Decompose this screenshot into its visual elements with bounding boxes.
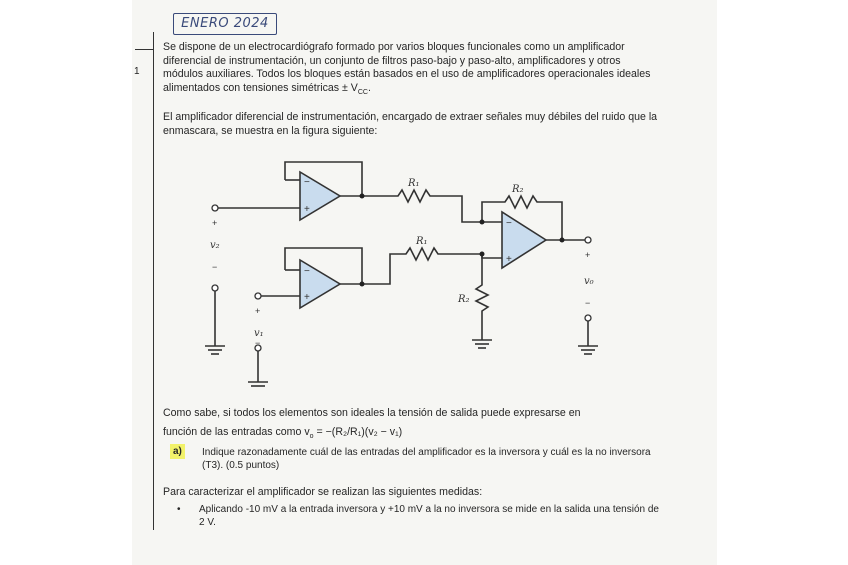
r1-top-label: R₁ — [408, 178, 420, 189]
svg-text:+: + — [304, 204, 310, 215]
svg-text:−: − — [304, 177, 310, 188]
instrumentation-amplifier-diagram — [190, 150, 610, 390]
measurement-bullet — [177, 503, 667, 529]
intro-paragraph-1 — [163, 41, 663, 99]
body-paragraph-3: Como sabe, si todos los elementos son ideales la tensión de salida puede expresarse en — [163, 407, 581, 419]
date-label: ENERO 2024 — [173, 13, 277, 35]
v1-plus: + — [255, 306, 261, 316]
svg-text:−: − — [506, 218, 512, 229]
body-paragraph-4: Para caracterizar el amplificador se realizan las siguientes medidas: — [163, 486, 483, 498]
v2-plus: + — [212, 218, 218, 228]
vo-plus: + — [585, 250, 591, 260]
margin-number: 1 — [134, 66, 140, 77]
r1-bottom-label: R₁ — [416, 236, 428, 247]
output-formula — [163, 425, 402, 444]
formula-rest: = −(R₂/R₁)(v₂ − v₁) — [313, 426, 403, 438]
formula-lead: función de las entradas como v — [163, 426, 310, 438]
question-text: Indique razonadamente cuál de las entradas del amplificador es la inversora y cuál es la no inversora (T3). (0.5 puntos) — [202, 447, 651, 471]
bullet-dot-icon: • — [177, 504, 181, 515]
intro-text: Se dispone de un electrocardiógrafo formado por varios bloques funcionales como un amplificador diferencial de instrumentación, un conjunto de filtros paso-bajo y paso-alto, amplificadores y otros módulos auxiliares. Todos los bloques están basados en el uso de amplificadores operacionales ideales alimentados con tensiones simétricas ± V — [163, 41, 651, 94]
r2-bottom-label: R₂ — [458, 294, 470, 305]
svg-text:+: + — [506, 254, 512, 265]
intro-end: . — [367, 81, 371, 94]
v1-minus: − — [255, 338, 261, 348]
margin-tick — [135, 49, 153, 50]
left-blank-area — [0, 0, 132, 565]
v2-minus: − — [212, 262, 218, 272]
vcc-subscript: CC — [357, 88, 368, 96]
margin-line — [153, 32, 154, 530]
vo-minus: − — [585, 298, 591, 308]
vo-label: v₀ — [584, 276, 594, 287]
r2-top-label: R₂ — [512, 184, 524, 195]
intro-paragraph-2: El amplificador diferencial de instrumentación, encargado de extraer señales muy débiles del ruido que la enmascara, se muestra en la figura siguiente: — [163, 111, 658, 137]
formula-lead-sub: o — [309, 433, 314, 441]
v2-label: v₂ — [210, 240, 220, 251]
v1-label: v₁ — [254, 328, 264, 339]
svg-text:−: − — [304, 266, 310, 277]
bullet-text: Aplicando -10 mV a la entrada inversora y +10 mV a la no inversora se mide en la salida una tensión de 2 V. — [199, 504, 659, 528]
svg-text:+: + — [304, 292, 310, 303]
question-a — [173, 446, 658, 472]
right-blank-area — [717, 0, 848, 565]
question-tag: a) — [170, 444, 185, 459]
